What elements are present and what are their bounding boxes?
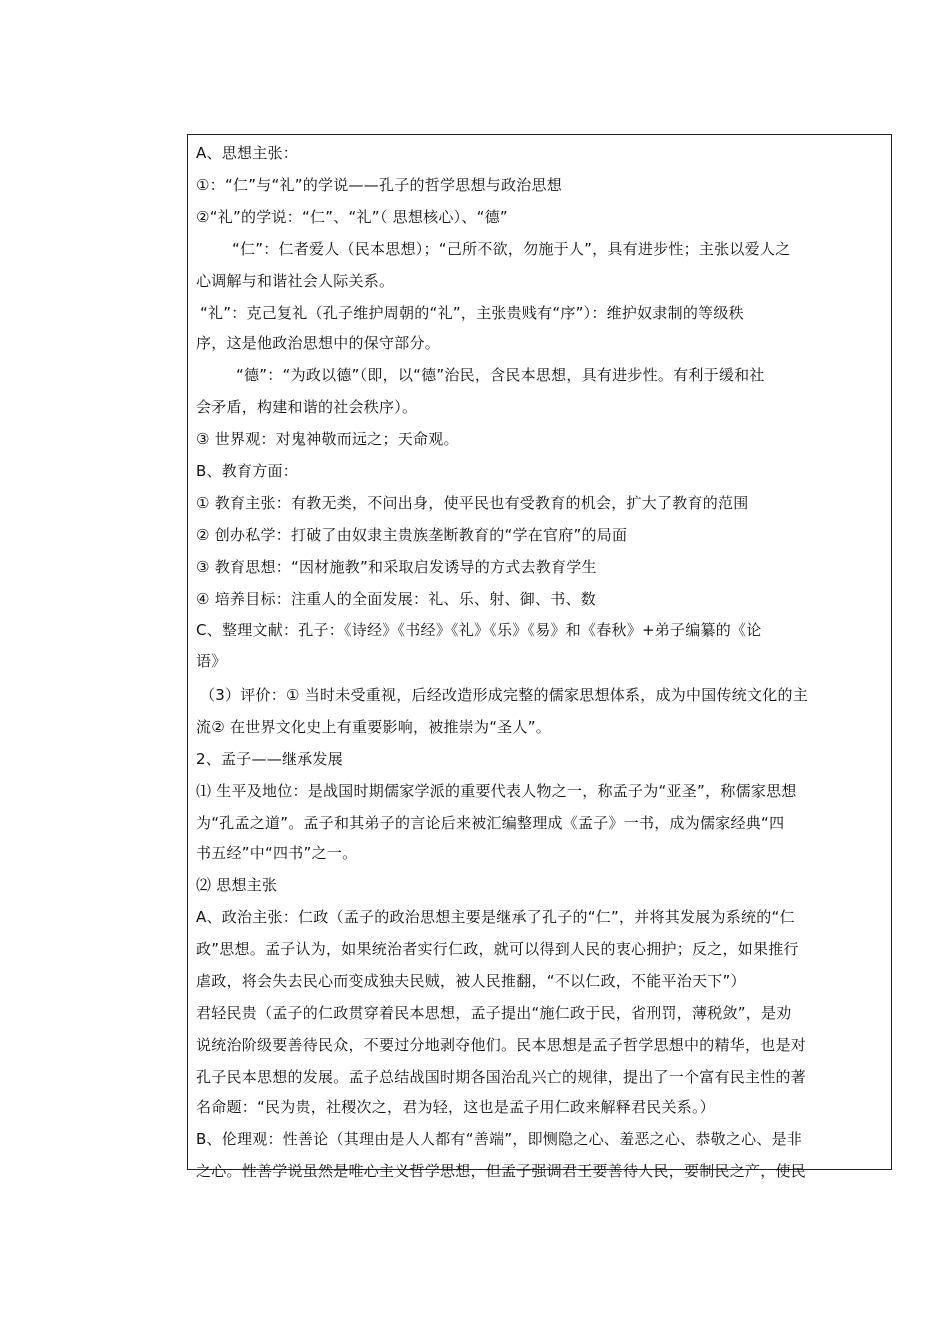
text-line: （3）评价：① 当时未受重视，后经改造形成完整的儒家思想体系，成为中国传统文化的主 [200, 686, 809, 704]
text-line: ③ 教育思想：“因材施教”和采取启发诱导的方式去教育学生 [196, 558, 597, 576]
text-line: 之心。性善学说虽然是唯心主义哲学思想，但孟子强调君王要善待人民，要制民之产，使民 [196, 1162, 807, 1180]
text-line: “德”：“为政以德”（即，以“德”治民，含民本思想，具有进步性。有利于缓和社 [236, 366, 765, 384]
text-line: “仁”：仁者爱人（民本思想）；“己所不欲，勿施于人”，具有进步性；主张以爱人之 [232, 240, 791, 258]
text-line: A、思想主张： [196, 144, 299, 162]
text-line: ① 教育主张：有教无类，不问出身，使平民也有受教育的机会，扩大了教育的范围 [196, 494, 749, 512]
text-line: ③ 世界观：对鬼神敬而远之；天命观。 [196, 430, 459, 448]
text-line: 语》 [196, 652, 227, 670]
text-line: 孔子民本思想的发展。孟子总结战国时期各国治乱兴亡的规律，提出了一个富有民主性的著 [196, 1068, 807, 1086]
text-line: B、教育方面： [196, 462, 299, 480]
text-line: 序，这是他政治思想中的保守部分。 [196, 334, 441, 352]
text-line: C、整理文献：孔子：《诗经》《书经》《礼》《乐》《易》和《春秋》+弟子编纂的《论 [196, 621, 762, 639]
text-line: 说统治阶级要善待民众，不要过分地剥夺他们。民本思想是孟子哲学思想中的精华，也是对 [196, 1036, 807, 1054]
text-line: B、伦理观：性善论（其理由是人人都有“善端”，即恻隐之心、羞恶之心、恭敬之心、是非 [196, 1130, 803, 1148]
text-line: 虐政，将会失去民心而变成独夫民贼，被人民推翻，“不以仁政，不能平治天下”） [196, 972, 746, 990]
text-line: 会矛盾，构建和谐的社会秩序）。 [196, 398, 418, 416]
text-line: 书五经”中“四书”之一。 [196, 844, 358, 862]
text-line: ①：“仁”与“礼”的学说——孔子的哲学思想与政治思想 [196, 176, 563, 194]
text-line: ② 创办私学：打破了由奴隶主贵族垄断教育的“学在官府”的局面 [196, 526, 628, 544]
text-line: ②“礼”的学说：“仁”、“礼”（ 思想核心）、“德” [196, 208, 508, 226]
text-line: 君轻民贵（孟子的仁政贯穿着民本思想，孟子提出“施仁政于民，省刑罚，薄税敛”，是劝 [196, 1004, 792, 1022]
text-line: ⑴ 生平及地位：是战国时期儒家学派的重要代表人物之一，称孟子为“亚圣”，称儒家思想 [196, 782, 797, 800]
text-line: ④ 培养目标：注重人的全面发展：礼、乐、射、御、书、数 [196, 590, 596, 608]
text-line: 心调解与和谐社会人际关系。 [196, 272, 395, 290]
text-line: ⑵ 思想主张 [196, 876, 278, 894]
text-line: A、政治主张：仁政（孟子的政治思想主要是继承了孔子的“仁”，并将其发展为系统的“仁 [196, 908, 795, 926]
text-line: 名命题：“民为贵，社稷次之，君为轻，这也是孟子用仁政来解释君民关系。） [196, 1098, 716, 1116]
text-line: 为“孔孟之道”。孟子和其弟子的言论后来被汇编整理成《孟子》一书，成为儒家经典“四 [196, 814, 785, 832]
text-line: 政”思想。孟子认为，如果统治者实行仁政，就可以得到人民的衷心拥护；反之，如果推行 [196, 940, 799, 958]
text-line: “礼”：克己复礼（孔子维护周朝的“礼”，主张贵贱有“序”）：维护奴隶制的等级秩 [200, 304, 744, 322]
content-table-cell [187, 134, 892, 1180]
text-line: 2、孟子——继承发展 [196, 750, 344, 768]
text-line: 流② 在世界文化史上有重要影响，被推崇为“圣人”。 [196, 718, 552, 736]
